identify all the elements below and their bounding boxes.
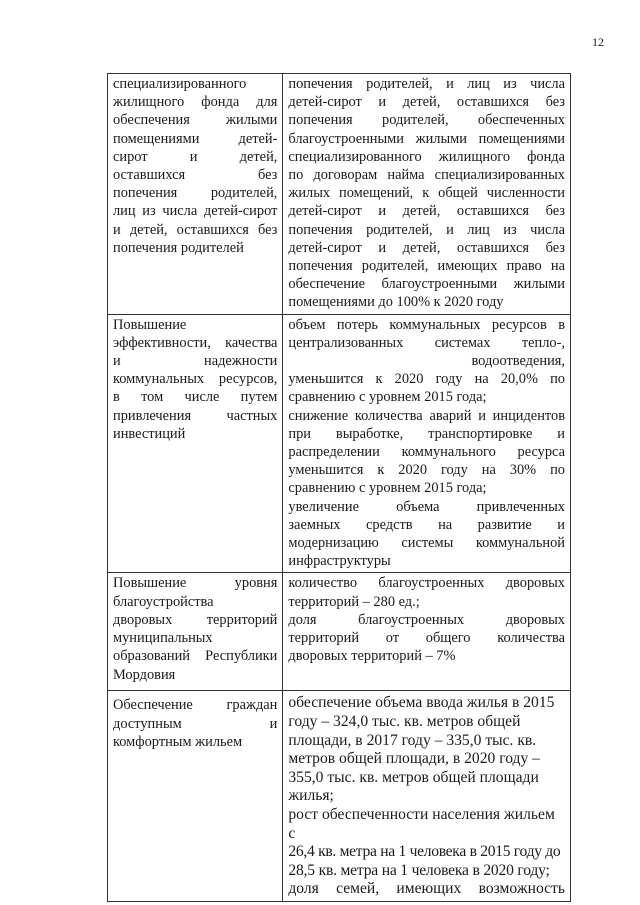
text-line: коммунальных ресурсов, [113,371,278,388]
text-line: дворовых территорий [113,611,278,628]
text-line: обеспечение благоустроенными жилыми [288,276,565,293]
text-line: благоустройства [113,593,214,610]
text-line: попечения родителей, имеющих право на [288,258,565,275]
text-line: и детей, оставшихся без [113,221,278,238]
text-line: жилья; [288,787,334,805]
text-line: Обеспечение граждан [113,697,278,714]
text-line: 26,4 кв. метра на 1 человека в 2015 году до [288,843,561,861]
text-line: увеличение объема привлеченных [288,498,565,515]
text-line: сравнению с уровнем 2015 года; [288,389,487,406]
table-row [108,314,571,573]
text-line: модернизацию системы коммунальной [288,535,565,552]
text-line: привлечения частных [113,407,278,424]
text-line: специализированного жилищного фонда [288,148,565,165]
text-line: территорий от общего количества [288,630,565,647]
text-line: распределении коммунального ресурса [288,444,565,461]
text-line: обеспечение объема ввода жилья в 2015 [288,694,555,712]
text-line: сравнению с уровнем 2015 года; [288,480,487,497]
left-cell [108,691,283,902]
text-line: 28,5 кв. метра на 1 человека в 2020 году; [288,861,550,879]
text-line: Повышение уровня [113,575,278,592]
left-cell [108,74,283,315]
text-line: муниципальных [113,630,213,647]
text-line: объем потерь коммунальных ресурсов в [288,316,565,333]
left-cell [108,314,283,573]
text-line: доступным и [113,715,278,732]
text-line: доля семей, имеющих возможность [288,880,565,898]
text-line: доля благоустроенных дворовых [288,611,565,628]
table-row [108,573,571,691]
text-line: при выработке, транспортировке и [288,425,565,442]
text-line: централизованных системах тепло-, [288,334,565,351]
text-line: метров общей площади, в 2020 году – [288,750,540,768]
text-line: Мордовия [113,666,176,683]
text-line: попечения родителей, и лиц из числа [288,221,565,238]
left-cell [108,573,283,691]
page-number: 12 [592,35,604,49]
text-line: по договорам найма специализированных [288,167,565,184]
text-line: детей-сирот и детей, оставшихся без [288,203,565,220]
text-line: помещениями до 100% к 2020 году [288,294,504,311]
text-line: попечения родителей, обеспеченных [288,112,565,129]
text-line: площади, в 2017 году – 335,0 тыс. кв. [288,731,537,749]
text-line: году – 324,0 тыс. кв. метров общей [288,713,521,731]
text-line: детей-сирот и детей, оставшихся без [288,239,565,256]
text-line: уменьшится к 2020 году на 20,0% по [288,371,565,388]
text-line: и надежности [113,353,278,370]
text-line: специализированного [113,76,247,92]
text-line: образований Республики [113,648,278,665]
text-line: 355,0 тыс. кв. метров общей площади [288,768,539,786]
text-line: помещениями детей- [113,130,278,147]
text-line: территорий – 280 ед.; [288,593,420,610]
table-row [108,74,571,315]
text-line: рост обеспеченности населения жильем с [288,806,555,842]
text-line: оставшихся без [113,167,278,184]
text-line: жилых помещений, к общей численности [288,185,565,202]
right-cell [283,314,571,573]
right-cell [283,573,571,691]
text-line: уменьшится к 2020 году на 30% по [288,462,565,479]
text-line: попечения родителей, и лиц из числа [288,76,565,92]
text-line: снижение количества аварий и инцидентов [288,407,565,424]
right-cell [283,691,571,902]
text-line: попечения родителей [113,239,244,256]
text-line: Повышение [113,316,187,333]
text-line: жилищного фонда для [113,94,278,111]
text-line: количество благоустроенных дворовых [288,575,565,592]
text-line: детей-сирот и детей, оставшихся без [288,94,565,111]
text-line: комфортным жильем [113,733,243,750]
text-line: обеспечения жилыми [113,112,278,129]
text-line: инфраструктуры [288,553,391,570]
table-row [108,691,571,902]
text-line: благоустроенными жилыми помещениями [288,130,565,147]
text-line: сирот и детей, [113,148,278,165]
text-line: эффективности, качества [113,334,278,351]
targets-table [107,73,571,902]
text-line: попечения родителей, [113,185,278,202]
text-line: водоотведения, [471,353,565,370]
text-line: дворовых территорий – 7% [288,648,456,665]
text-line: лиц из числа детей-сирот [113,203,278,220]
text-line: в том числе путем [113,389,278,406]
text-line: заемных средств на развитие и [288,516,565,533]
text-line: инвестиций [113,425,186,442]
right-cell [283,74,571,315]
